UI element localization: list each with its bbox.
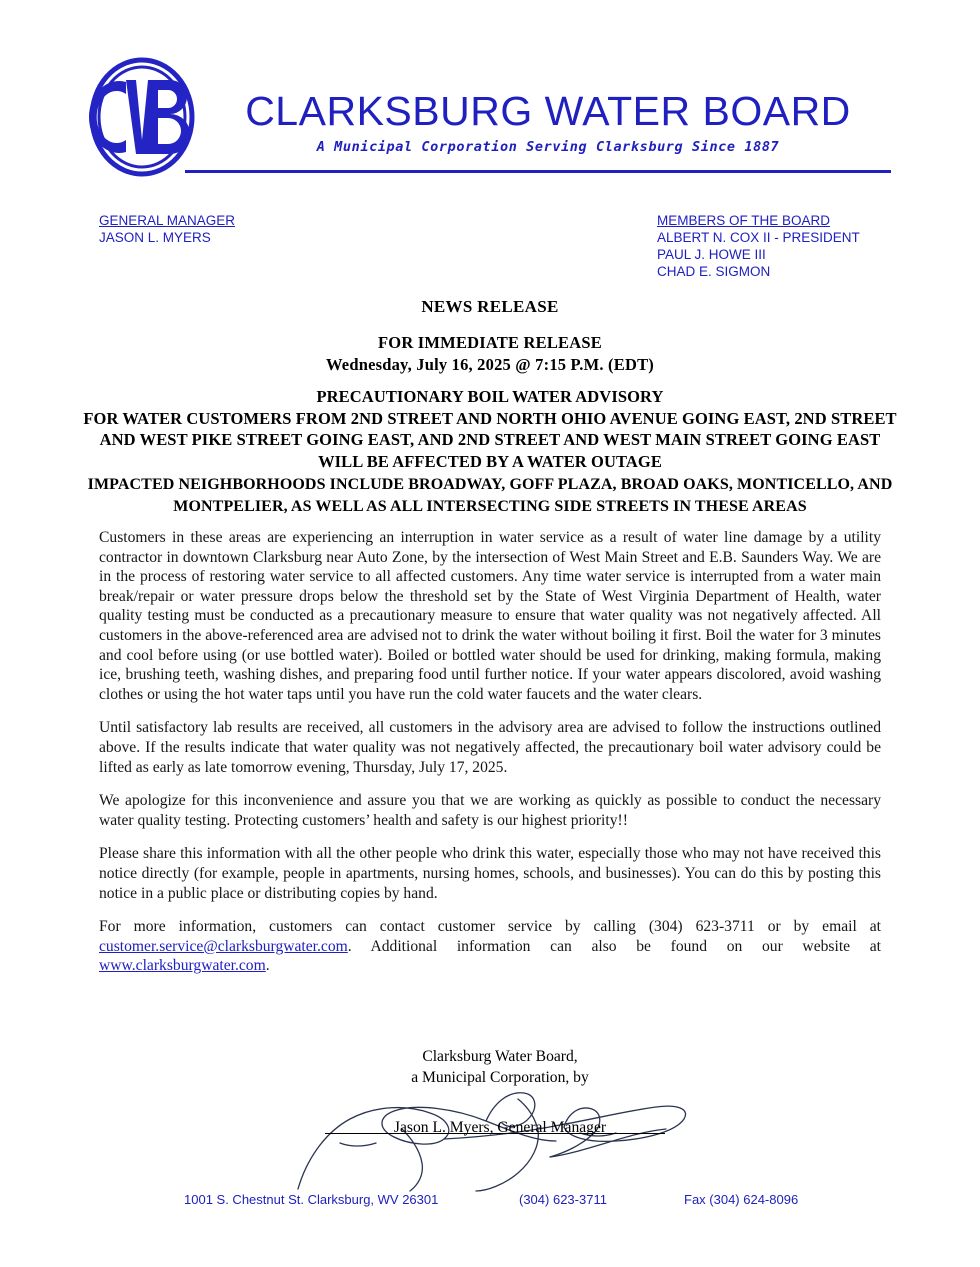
advisory-scope: FOR WATER CUSTOMERS FROM 2ND STREET AND NORTH OHIO AVENUE GOING EAST, 2ND STREET AND WEST PIKE STREET GOING EAST, AND 2ND STREET AND WEST MAIN STREET GOING EAST WILL BE AFFECTED BY A WATER OUTAGE	[83, 408, 897, 471]
signature-org-line-1: Clarksburg Water Board,	[422, 1048, 578, 1065]
body-paragraph-2: Until satisfactory lab results are received, all customers in the advisory area are advised to follow the instructions outlined above. If the results indicate that water quality was not negatively affected, the precautionary boil water advisory could be lifted as early as late tomorrow evening, Thursday, July 17, 2025.	[99, 719, 881, 776]
general-manager-name: JASON L. MYERS	[99, 230, 211, 245]
release-timing-block	[0, 332, 980, 376]
signature-org-block	[300, 1046, 700, 1088]
board-member: ALBERT N. COX II - PRESIDENT	[657, 230, 860, 245]
impacted-neighborhoods-heading: IMPACTED NEIGHBORHOODS INCLUDE BROADWAY, GOFF PLAZA, BROAD OAKS, MONTICELLO, AND MONTPELIER, AS WELL AS ALL INTERSECTING SIDE STREETS IN THESE AREAS	[87, 476, 893, 515]
news-release-label: NEWS RELEASE	[421, 297, 559, 316]
release-datetime: Wednesday, July 16, 2025 @ 7:15 P.M. (EDT)	[326, 355, 654, 374]
body-paragraph-1: Customers in these areas are experiencing an interruption in water service as a result of water line damage by a utility contractor in downtown Clarksburg near Auto Zone, by the intersection of West Main Street and E.B. Saunders Way. We are in the process of restoring water service to all affected customers. Any time water service is interrupted from a water main break/repair or water pressure drops below the threshold set by the State of West Virginia Department of Health, water quality testing must be conducted as a precautionary measure to ensure that water quality was not negatively affected. All customers in the above-referenced area are advised not to drink the water without boiling it first. Boil the water for 3 minutes and cool before using (or use bottled water). Boiled or bottled water should be used for drinking, making formula, making ice, brushing teeth, washing dishes, and preparing food until further notice. If your water appears discolored, avoid washing clothes or using the hot water taps until you have run the cold water faucets and the water clears.	[99, 529, 881, 703]
body-paragraph-3: We apologize for this inconvenience and assure you that we are working as quickly as possible to conduct the necessary water quality testing. Protecting customers’ health and safety is our highest priority!!	[99, 792, 881, 829]
advisory-title: PRECAUTIONARY BOIL WATER ADVISORY	[316, 387, 664, 406]
footer-phone: (304) 623-3711	[519, 1192, 607, 1207]
cwb-monogram-logo-icon	[86, 56, 198, 178]
board-members-heading: MEMBERS OF THE BOARD	[657, 213, 831, 228]
organization-tagline: A Municipal Corporation Serving Clarksburg Since 1887	[316, 139, 780, 155]
contact-mid-text: . Additional information can also be found on our website at	[347, 937, 881, 955]
organization-title: CLARKSBURG WATER BOARD	[245, 88, 851, 134]
signature-org-line-2: a Municipal Corporation, by	[411, 1069, 589, 1086]
footer-fax: Fax (304) 624-8096	[684, 1192, 799, 1207]
release-body	[99, 528, 881, 976]
officers-block	[0, 212, 980, 284]
board-member: CHAD E. SIGMON	[657, 264, 771, 279]
body-paragraph-4: Please share this information with all the other people who drink this water, especially those who may not have received this notice directly (for example, people in apartments, nursing homes, schools, and businesses). You can do this by posting this notice in a public place or distributing copies by hand.	[99, 845, 881, 902]
customer-service-email-link[interactable]: customer.service@clarksburgwater.com	[99, 937, 348, 955]
website-link[interactable]: www.clarksburgwater.com	[99, 957, 266, 975]
footer-address: 1001 S. Chestnut St. Clarksburg, WV 26301	[184, 1192, 439, 1207]
header-divider	[185, 170, 891, 173]
body-paragraph-contact	[99, 917, 881, 976]
contact-intro-text: For more information, customers can contact customer service by calling (304) 623-3711 or by email at	[99, 918, 881, 936]
page-footer	[0, 1192, 980, 1216]
advisory-headline	[80, 386, 900, 472]
board-members-column	[657, 212, 860, 280]
general-manager-column	[99, 212, 235, 246]
contact-end-text: .	[265, 957, 270, 975]
handwritten-signature-icon	[280, 1085, 720, 1195]
general-manager-heading: GENERAL MANAGER	[99, 213, 236, 228]
for-immediate-release-label: FOR IMMEDIATE RELEASE	[378, 333, 602, 352]
board-member: PAUL J. HOWE III	[657, 247, 766, 262]
organization-heading	[198, 88, 898, 155]
letterhead	[0, 0, 980, 180]
signer-name-title: Jason L. Myers, General Manager	[393, 1119, 607, 1136]
